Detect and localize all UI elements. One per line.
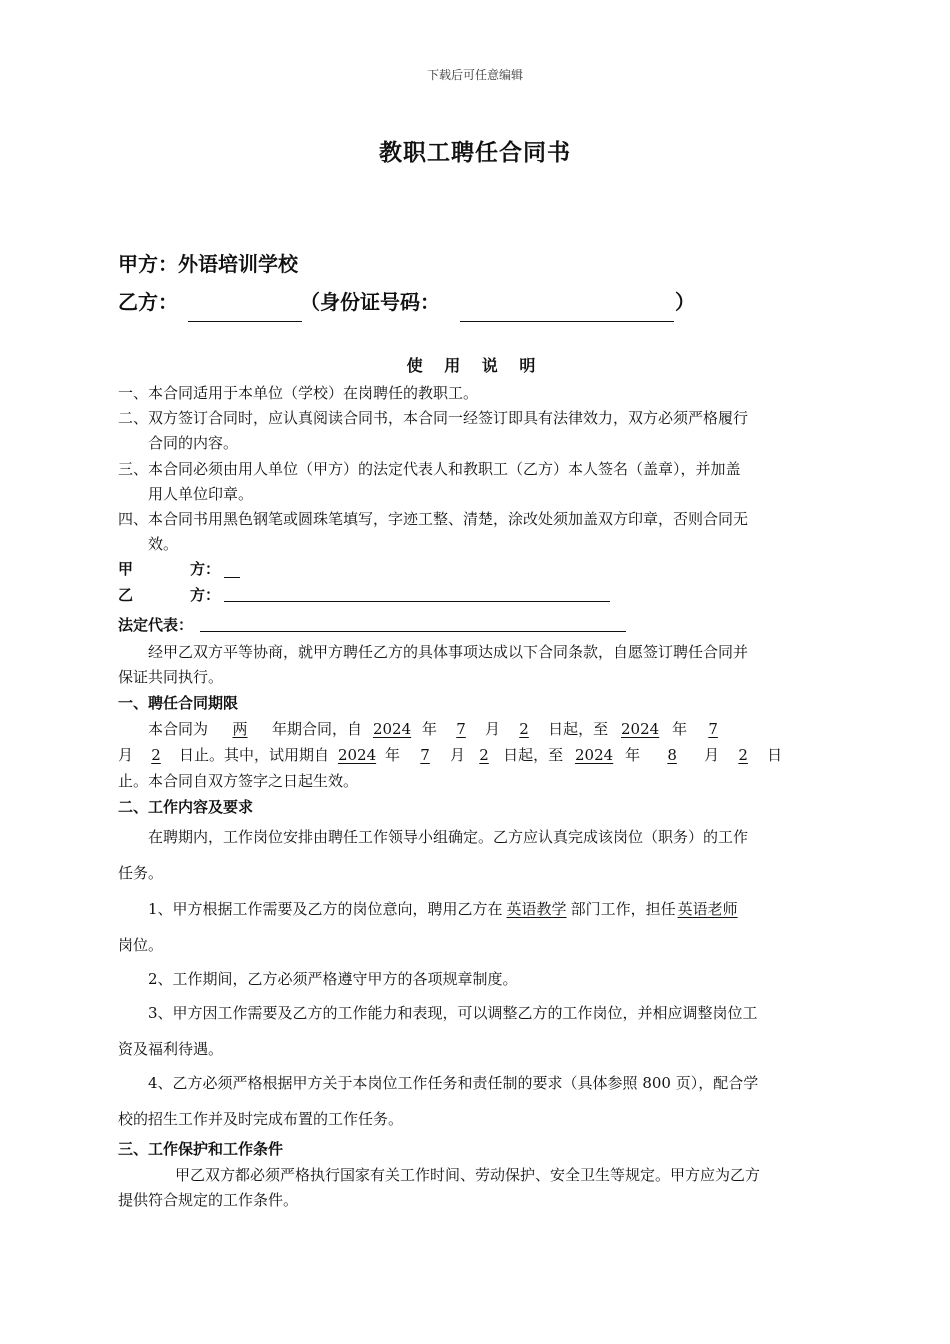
party-a-name: 外语培训学校 (178, 252, 298, 276)
signatory-a-label: 方： (190, 560, 221, 578)
party-b-label: 乙方： (118, 290, 178, 314)
section-2-item-2: 2、工作期间，乙方必须严格遵守甲方的各项规章制度。 (148, 970, 518, 988)
contract-years[interactable]: 两 (232, 720, 248, 738)
instruction-3-cont: 用人单位印章。 (148, 485, 254, 503)
month-unit: 月 (450, 746, 466, 764)
signatory-b-char: 乙 (118, 586, 134, 604)
item-1-text: 部门工作，担任 (570, 900, 676, 918)
section-3-heading: 三、工作保护和工作条件 (118, 1140, 284, 1158)
term-text: 日止。其中，试用期自 (179, 746, 330, 764)
section-2-heading: 二、工作内容及要求 (118, 798, 254, 816)
intro-line-1: 经甲乙双方平等协商，就甲方聘任乙方的具体事项达成以下合同条款，自愿签订聘任合同并 (148, 643, 749, 661)
section-2-item-3: 3、甲方因工作需要及乙方的工作能力和表现，可以调整乙方的工作岗位，并相应调整岗位工 (148, 1004, 758, 1022)
section-2-item-4-cont: 校的招生工作并及时完成布置的工作任务。 (118, 1110, 404, 1128)
position-field[interactable]: 英语老师 (677, 900, 738, 918)
section-3-para: 甲乙双方都必须严格执行国家有关工作时间、劳动保护、安全卫生等规定。甲方应为乙方 (175, 1166, 761, 1184)
trial-start-day[interactable]: 2 (479, 746, 489, 764)
instructions-heading: 使 用 说 明 (406, 356, 544, 375)
party-b-name-blank[interactable] (188, 321, 302, 322)
signatory-a-blank[interactable] (224, 577, 240, 578)
year-unit: 年 (422, 720, 438, 738)
instruction-2: 二、双方签订合同时，应认真阅读合同书，本合同一经签订即具有法律效力，双方必须严格履行 (118, 409, 749, 427)
term-line-2 (118, 742, 782, 768)
month-unit: 月 (118, 746, 134, 764)
trial-start-month[interactable]: 7 (420, 746, 430, 764)
term-line-1 (148, 716, 739, 742)
month-unit: 月 (704, 746, 720, 764)
start-month[interactable]: 7 (456, 720, 466, 738)
section-2-item-1 (148, 896, 740, 922)
document-title: 教职工聘任合同书 (379, 139, 571, 166)
section-3-para-cont: 提供符合规定的工作条件。 (118, 1191, 299, 1209)
trial-end-month[interactable]: 8 (667, 746, 677, 764)
term-text: 年期合同，自 (272, 720, 363, 738)
instruction-4: 四、本合同书用黑色钢笔或圆珠笔填写，字迹工整、清楚，涂改处须加盖双方印章，否则合同无 (118, 510, 749, 528)
term-text: 本合同为 (148, 720, 209, 738)
trial-end-day[interactable]: 2 (738, 746, 748, 764)
legal-rep-blank[interactable] (200, 631, 626, 632)
start-day[interactable]: 2 (519, 720, 529, 738)
day-unit: 日 (767, 746, 783, 764)
instruction-1: 一、本合同适用于本单位（学校）在岗聘任的教职工。 (118, 384, 479, 402)
party-a (118, 248, 298, 277)
year-unit: 年 (625, 746, 641, 764)
end-day[interactable]: 2 (151, 746, 161, 764)
term-text: 日起，至 (503, 746, 564, 764)
section-2-item-4: 4、乙方必须严格根据甲方关于本岗位工作任务和责任制的要求（具体参照 800 页），配合学 (148, 1074, 759, 1092)
section-2-para-0: 在聘期内，工作岗位安排由聘任工作领导小组确定。乙方应认真完成该岗位（职务）的工作 (148, 828, 749, 846)
instruction-4-cont: 效。 (148, 535, 179, 553)
term-text: 日起，至 (548, 720, 609, 738)
legal-rep-label: 法定代表： (118, 616, 194, 634)
month-unit: 月 (485, 720, 501, 738)
signatory-a-char: 甲 (118, 560, 134, 578)
intro-line-2: 保证共同执行。 (118, 668, 224, 686)
signatory-b-label: 方： (190, 586, 221, 604)
item-1-text: 1、甲方根据工作需要及乙方的岗位意向，聘用乙方在 (148, 900, 503, 918)
id-number-label: （身份证号码： (300, 290, 440, 314)
start-year[interactable]: 2024 (372, 720, 412, 738)
trial-end-year[interactable]: 2024 (574, 746, 614, 764)
end-month[interactable]: 7 (708, 720, 718, 738)
section-1-heading: 一、聘任合同期限 (118, 694, 239, 712)
instruction-3: 三、本合同必须由用人单位（甲方）的法定代表人和教职工（乙方）本人签名（盖章），并加盖 (118, 460, 741, 478)
section-2-para-0-cont: 任务。 (118, 864, 164, 882)
department-field[interactable]: 英语教学 (506, 900, 567, 918)
header-note: 下载后可任意编辑 (426, 68, 523, 82)
signatory-b-blank[interactable] (224, 601, 610, 602)
id-number-close: ） (675, 290, 695, 314)
section-2-item-3-cont: 资及福利待遇。 (118, 1040, 224, 1058)
year-unit: 年 (672, 720, 688, 738)
party-a-label: 甲方： (118, 252, 178, 276)
trial-start-year[interactable]: 2024 (337, 746, 377, 764)
id-number-blank[interactable] (460, 321, 674, 322)
section-2-item-1-cont: 岗位。 (118, 936, 164, 954)
term-line-3: 止。本合同自双方签字之日起生效。 (118, 772, 359, 790)
end-year[interactable]: 2024 (620, 720, 660, 738)
year-unit: 年 (385, 746, 401, 764)
instruction-2-cont: 合同的内容。 (148, 434, 239, 452)
